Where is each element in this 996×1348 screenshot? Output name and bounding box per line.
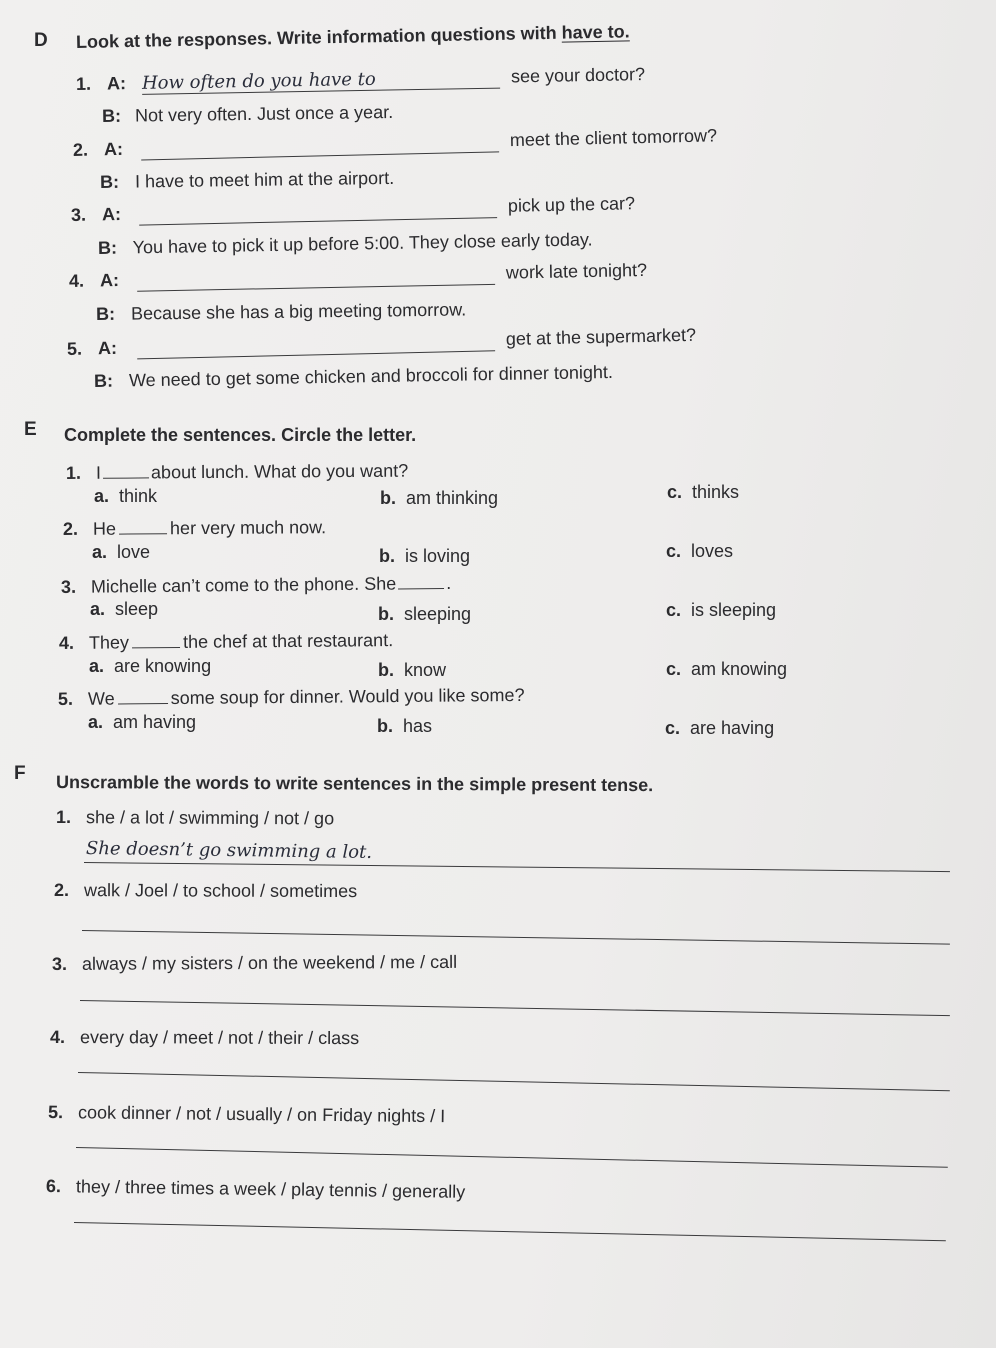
response-item: B: Because she has a big meeting tomorrow. (95, 299, 467, 324)
question-item: 5. A: get at the supermarket? (66, 324, 697, 359)
section-instruction: Unscramble the words to write sentences in the simple present tense. (55, 772, 654, 796)
option-b[interactable]: b. am thinking (380, 488, 499, 508)
option-a[interactable]: a. sleep (90, 599, 159, 619)
answer-blank[interactable] (141, 130, 499, 160)
option-b[interactable]: b. has (377, 716, 433, 736)
sentence-item: 5. We some soup for dinner. Would you like some? (57, 684, 525, 709)
answer-line[interactable] (74, 1222, 946, 1241)
response-item: B: You have to pick it up before 5:00. They close early today. (97, 229, 593, 258)
section-letter: F (14, 763, 26, 784)
scramble-prompt: 1. she / a lot / swimming / not / go (55, 807, 335, 829)
handwritten-answer: She doesn’t go swimming a lot. (85, 838, 373, 863)
section-instruction: Look at the responses. Write information questions with have to. (75, 21, 630, 52)
scramble-prompt: 6. they / three times a week / play tennis / generally (45, 1176, 466, 1202)
answer-line[interactable] (80, 1000, 950, 1016)
instruction-emphasis: have to. (561, 21, 630, 43)
section-letter: D (34, 30, 48, 51)
sentence-item: 1. I about lunch. What do you want? (65, 460, 409, 483)
response-item: B: I have to meet him at the airport. (99, 167, 395, 192)
handwritten-answer: How often do you have to (141, 68, 376, 94)
option-c[interactable]: c. thinks (667, 482, 740, 502)
fill-blank (118, 703, 168, 704)
answer-blank[interactable] (137, 263, 495, 292)
question-item: 2. A: meet the client tomorrow? (72, 125, 718, 160)
option-c[interactable]: c. are having (665, 718, 775, 738)
question-item: 1. A: How often do you have to see your doctor? (75, 64, 646, 94)
option-c[interactable]: c. am knowing (666, 659, 788, 679)
answer-blank[interactable] (142, 67, 500, 95)
question-item: 4. A: work late tonight? (68, 259, 648, 291)
section-letter: E (24, 419, 37, 440)
option-c[interactable]: c. is sleeping (666, 600, 777, 620)
option-b[interactable]: b. is loving (379, 546, 471, 566)
section-instruction: Complete the sentences. Circle the letter. (64, 425, 417, 445)
sentence-item: 3. Michelle can’t come to the phone. She . (60, 572, 452, 597)
answer-line[interactable] (78, 1072, 950, 1091)
answer-line[interactable] (76, 1147, 948, 1168)
response-item: B: Not very often. Just once a year. (101, 101, 394, 126)
option-c[interactable]: c. loves (666, 541, 734, 561)
fill-blank (132, 647, 180, 648)
fill-blank (119, 533, 167, 534)
question-item: 3. A: pick up the car? (70, 193, 636, 225)
option-b[interactable]: b. sleeping (378, 604, 472, 624)
answer-blank[interactable] (139, 196, 497, 225)
scramble-prompt: 2. walk / Joel / to school / sometimes (53, 880, 358, 902)
answer-blank[interactable] (137, 329, 495, 359)
sentence-item: 2. He her very much now. (62, 517, 327, 539)
scramble-prompt: 5. cook dinner / not / usually / on Friday nights / I (47, 1102, 446, 1127)
option-a[interactable]: a. are knowing (89, 656, 212, 676)
option-a[interactable]: a. love (92, 542, 151, 562)
scramble-prompt: 3. always / my sisters / on the weekend / me / call (51, 951, 458, 974)
answer-line[interactable] (82, 930, 950, 945)
option-a[interactable]: a. think (94, 486, 158, 506)
answer-line[interactable] (84, 862, 950, 872)
option-b[interactable]: b. know (378, 660, 447, 680)
scramble-prompt: 4. every day / meet / not / their / class (49, 1027, 360, 1049)
option-a[interactable]: a. am having (88, 712, 197, 732)
sentence-item: 4. They the chef at that restaurant. (58, 630, 394, 653)
fill-blank (103, 477, 149, 478)
response-item: B: We need to get some chicken and broccoli for dinner tonight. (93, 361, 614, 391)
fill-blank (398, 588, 444, 589)
